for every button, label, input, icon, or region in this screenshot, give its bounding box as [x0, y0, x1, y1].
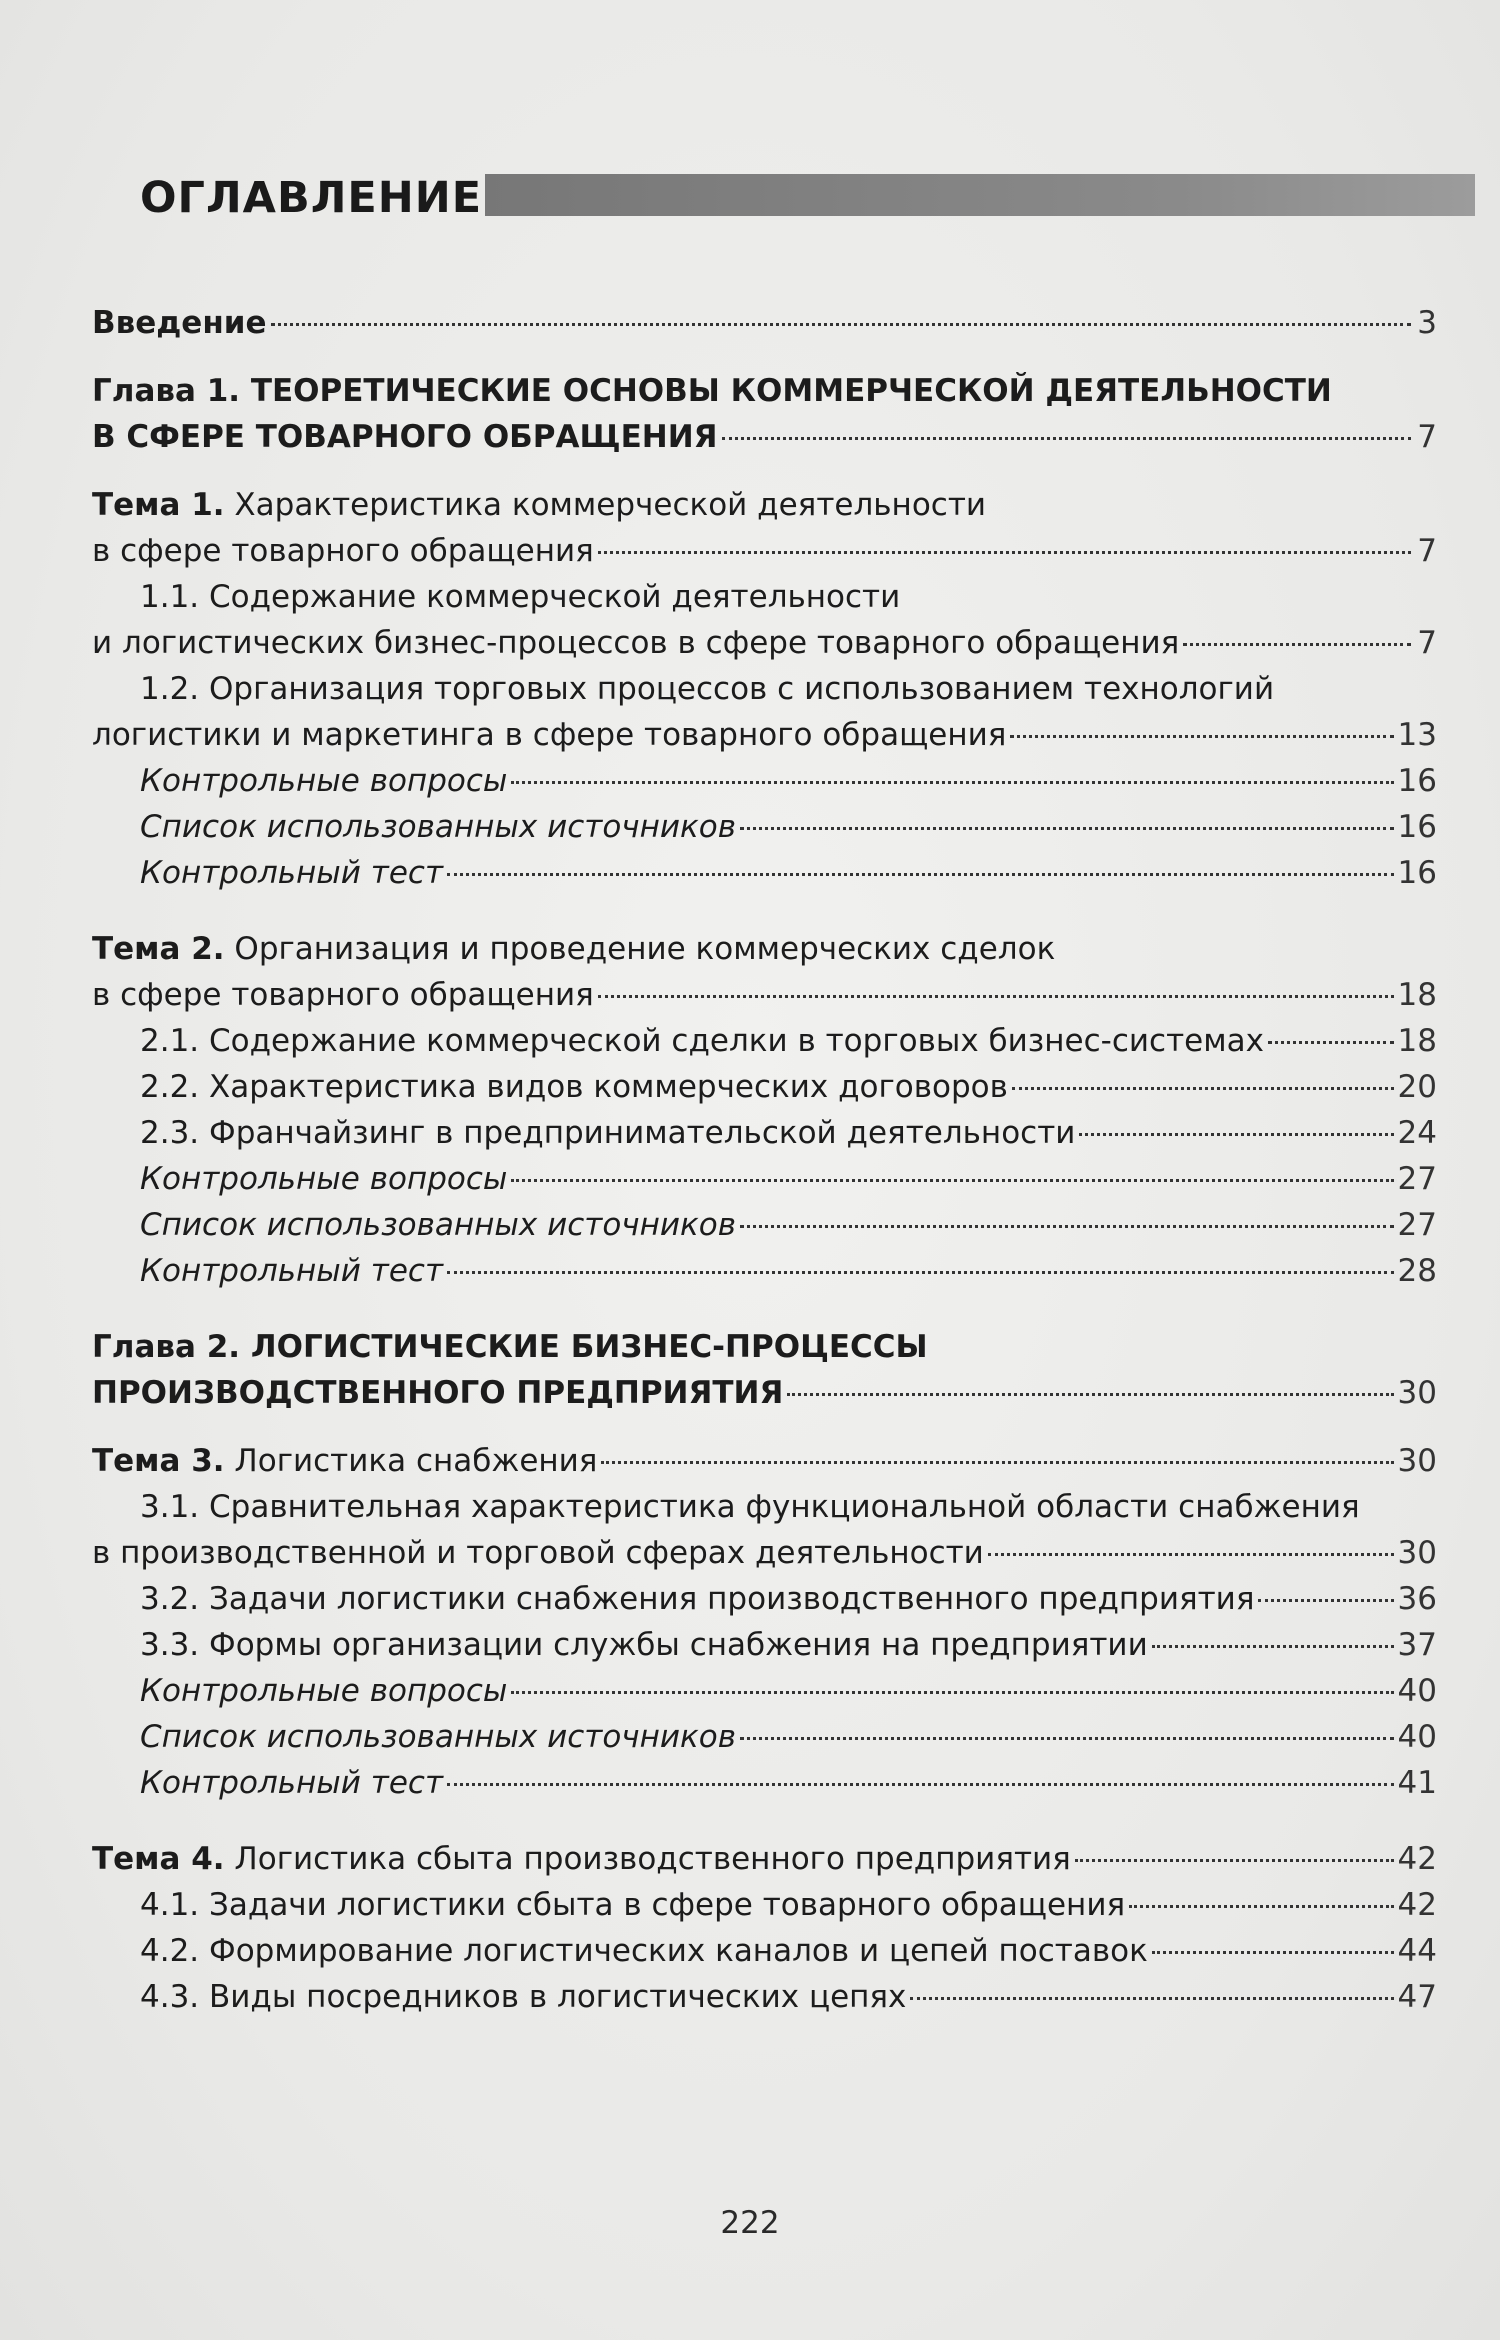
dot-leader	[271, 323, 1412, 326]
toc-entry-section-3-3[interactable]	[92, 1622, 1437, 1668]
toc-entry-label: Контрольный тест	[140, 1253, 444, 1289]
page-number: 18	[1397, 1023, 1437, 1059]
topic-label: Тема 2.	[92, 931, 225, 967]
toc-entry-section-2-1[interactable]	[92, 1018, 1437, 1064]
toc-entry-topic-1[interactable]	[92, 482, 1437, 574]
topic-title: Логистика сбыта производственного предприятия	[224, 1841, 1071, 1877]
section-title: 4.3. Виды посредников в логистических цепях	[140, 1979, 907, 2015]
page-number: 28	[1397, 1253, 1437, 1289]
toc-entry-label: Контрольные вопросы	[140, 1161, 508, 1197]
toc-entry-section-4-2[interactable]	[92, 1928, 1437, 1974]
page-number: 47	[1397, 1979, 1437, 2015]
toc-entry-chapter-2[interactable]	[92, 1324, 1437, 1416]
title-decor-bar	[485, 174, 1475, 216]
toc-entry-test[interactable]	[92, 850, 1437, 896]
topic-title: Логистика снабжения	[224, 1443, 598, 1479]
chapter-title-line: Глава 2. ЛОГИСТИЧЕСКИЕ БИЗНЕС-ПРОЦЕССЫ	[92, 1329, 928, 1365]
toc-entry-section-1-2[interactable]	[92, 666, 1437, 758]
dot-leader	[1010, 735, 1393, 738]
dot-leader	[598, 995, 1394, 998]
dot-leader	[511, 781, 1393, 784]
toc-entry-label: Контрольный тест	[140, 1765, 444, 1801]
section-title: 4.2. Формирование логистических каналов и цепей поставок	[140, 1933, 1148, 1969]
section-title-cont: в производственной и торговой сферах деятельности	[92, 1535, 984, 1571]
dot-leader	[447, 1783, 1394, 1786]
toc-entry-section-4-3[interactable]	[92, 1974, 1437, 2020]
dot-leader	[722, 437, 1411, 440]
page-number: 40	[1397, 1719, 1437, 1755]
toc-entry-questions[interactable]	[92, 1156, 1437, 1202]
toc-entry-label: Список использованных источников	[140, 809, 736, 845]
dot-leader	[1152, 1951, 1394, 1954]
table-of-contents	[92, 300, 1437, 2020]
toc-entry-section-3-1[interactable]	[92, 1484, 1437, 1576]
dot-leader	[1012, 1087, 1394, 1090]
toc-entry-section-2-3[interactable]	[92, 1110, 1437, 1156]
chapter-title-line: Глава 1. ТЕОРЕТИЧЕСКИЕ ОСНОВЫ КОММЕРЧЕСКОЙ ДЕЯТЕЛЬНОСТИ	[92, 373, 1332, 409]
toc-entry-label: Список использованных источников	[140, 1207, 736, 1243]
page-number: 41	[1397, 1765, 1437, 1801]
dot-leader	[601, 1461, 1393, 1464]
page-number: 40	[1397, 1673, 1437, 1709]
page-number: 18	[1397, 977, 1437, 1013]
page-number: 30	[1397, 1535, 1437, 1571]
page-number: 13	[1397, 717, 1437, 753]
dot-leader	[1183, 643, 1411, 646]
dot-leader	[910, 1997, 1393, 2000]
toc-entry-chapter-1[interactable]	[92, 368, 1437, 460]
dot-leader	[1079, 1133, 1393, 1136]
topic-label: Тема 3.	[92, 1443, 225, 1479]
section-title: 2.2. Характеристика видов коммерческих договоров	[140, 1069, 1008, 1105]
dot-leader	[740, 827, 1394, 830]
page-number: 27	[1397, 1207, 1437, 1243]
page-title: ОГЛАВЛЕНИЕ	[140, 173, 483, 223]
section-title: 1.1. Содержание коммерческой деятельности	[140, 579, 901, 615]
section-title: 3.2. Задачи логистики снабжения производственного предприятия	[140, 1581, 1255, 1617]
toc-entry-topic-4[interactable]	[92, 1836, 1437, 1882]
section-title: 1.2. Организация торговых процессов с использованием технологий	[140, 671, 1275, 707]
toc-entry-topic-3[interactable]	[92, 1438, 1437, 1484]
toc-entry-label: Введение	[92, 305, 267, 341]
toc-entry-section-3-2[interactable]	[92, 1576, 1437, 1622]
toc-header	[140, 168, 1470, 228]
page-number-footer: 222	[720, 2205, 780, 2241]
toc-entry-sources[interactable]	[92, 1714, 1437, 1760]
dot-leader	[1152, 1645, 1394, 1648]
page-number: 42	[1397, 1841, 1437, 1877]
toc-entry-section-1-1[interactable]	[92, 574, 1437, 666]
topic-title: Организация и проведение коммерческих сделок	[224, 931, 1056, 967]
dot-leader	[787, 1393, 1393, 1396]
page-number: 30	[1397, 1375, 1437, 1411]
toc-entry-test[interactable]	[92, 1760, 1437, 1806]
page-number: 3	[1417, 305, 1437, 341]
toc-entry-label: Контрольные вопросы	[140, 1673, 508, 1709]
page-number: 20	[1397, 1069, 1437, 1105]
page-number: 16	[1397, 763, 1437, 799]
toc-entry-sources[interactable]	[92, 1202, 1437, 1248]
section-title: 2.1. Содержание коммерческой сделки в торговых бизнес-системах	[140, 1023, 1264, 1059]
dot-leader	[447, 873, 1394, 876]
dot-leader	[1129, 1905, 1393, 1908]
toc-entry-intro[interactable]	[92, 300, 1437, 346]
page-number: 7	[1417, 419, 1437, 455]
toc-entry-label: Контрольные вопросы	[140, 763, 508, 799]
dot-leader	[1258, 1599, 1393, 1602]
chapter-title-line: В СФЕРЕ ТОВАРНОГО ОБРАЩЕНИЯ	[92, 419, 718, 455]
dot-leader	[740, 1737, 1394, 1740]
page-number: 37	[1397, 1627, 1437, 1663]
dot-leader	[740, 1225, 1394, 1228]
page-number: 16	[1397, 855, 1437, 891]
page-number: 24	[1397, 1115, 1437, 1151]
section-title-cont: и логистических бизнес-процессов в сфере товарного обращения	[92, 625, 1180, 661]
topic-label: Тема 1.	[92, 487, 225, 523]
toc-entry-topic-2[interactable]	[92, 926, 1437, 1018]
topic-title-cont: в сфере товарного обращения	[92, 533, 594, 569]
toc-entry-test[interactable]	[92, 1248, 1437, 1294]
page-number: 16	[1397, 809, 1437, 845]
section-title-cont: логистики и маркетинга в сфере товарного обращения	[92, 717, 1007, 753]
section-title: 2.3. Франчайзинг в предпринимательской деятельности	[140, 1115, 1076, 1151]
toc-entry-label: Контрольный тест	[140, 855, 444, 891]
toc-entry-questions[interactable]	[92, 1668, 1437, 1714]
toc-entry-sources[interactable]	[92, 804, 1437, 850]
toc-entry-section-4-1[interactable]	[92, 1882, 1437, 1928]
page-number: 44	[1397, 1933, 1437, 1969]
dot-leader	[447, 1271, 1394, 1274]
page-number: 36	[1397, 1581, 1437, 1617]
dot-leader	[1268, 1041, 1394, 1044]
page-number: 27	[1397, 1161, 1437, 1197]
page-number: 30	[1397, 1443, 1437, 1479]
dot-leader	[988, 1553, 1394, 1556]
chapter-title-line: ПРОИЗВОДСТВЕННОГО ПРЕДПРИЯТИЯ	[92, 1375, 784, 1411]
page-number: 42	[1397, 1887, 1437, 1923]
page-number: 7	[1417, 533, 1437, 569]
toc-entry-section-2-2[interactable]	[92, 1064, 1437, 1110]
dot-leader	[598, 551, 1411, 554]
topic-title-cont: в сфере товарного обращения	[92, 977, 594, 1013]
dot-leader	[511, 1179, 1393, 1182]
section-title: 3.3. Формы организации службы снабжения на предприятии	[140, 1627, 1148, 1663]
toc-entry-label: Список использованных источников	[140, 1719, 736, 1755]
topic-title: Характеристика коммерческой деятельности	[224, 487, 987, 523]
section-title: 4.1. Задачи логистики сбыта в сфере товарного обращения	[140, 1887, 1126, 1923]
dot-leader	[1075, 1859, 1394, 1862]
section-title: 3.1. Сравнительная характеристика функциональной области снабжения	[140, 1489, 1360, 1525]
toc-entry-questions[interactable]	[92, 758, 1437, 804]
dot-leader	[511, 1691, 1393, 1694]
topic-label: Тема 4.	[92, 1841, 225, 1877]
page-number: 7	[1417, 625, 1437, 661]
